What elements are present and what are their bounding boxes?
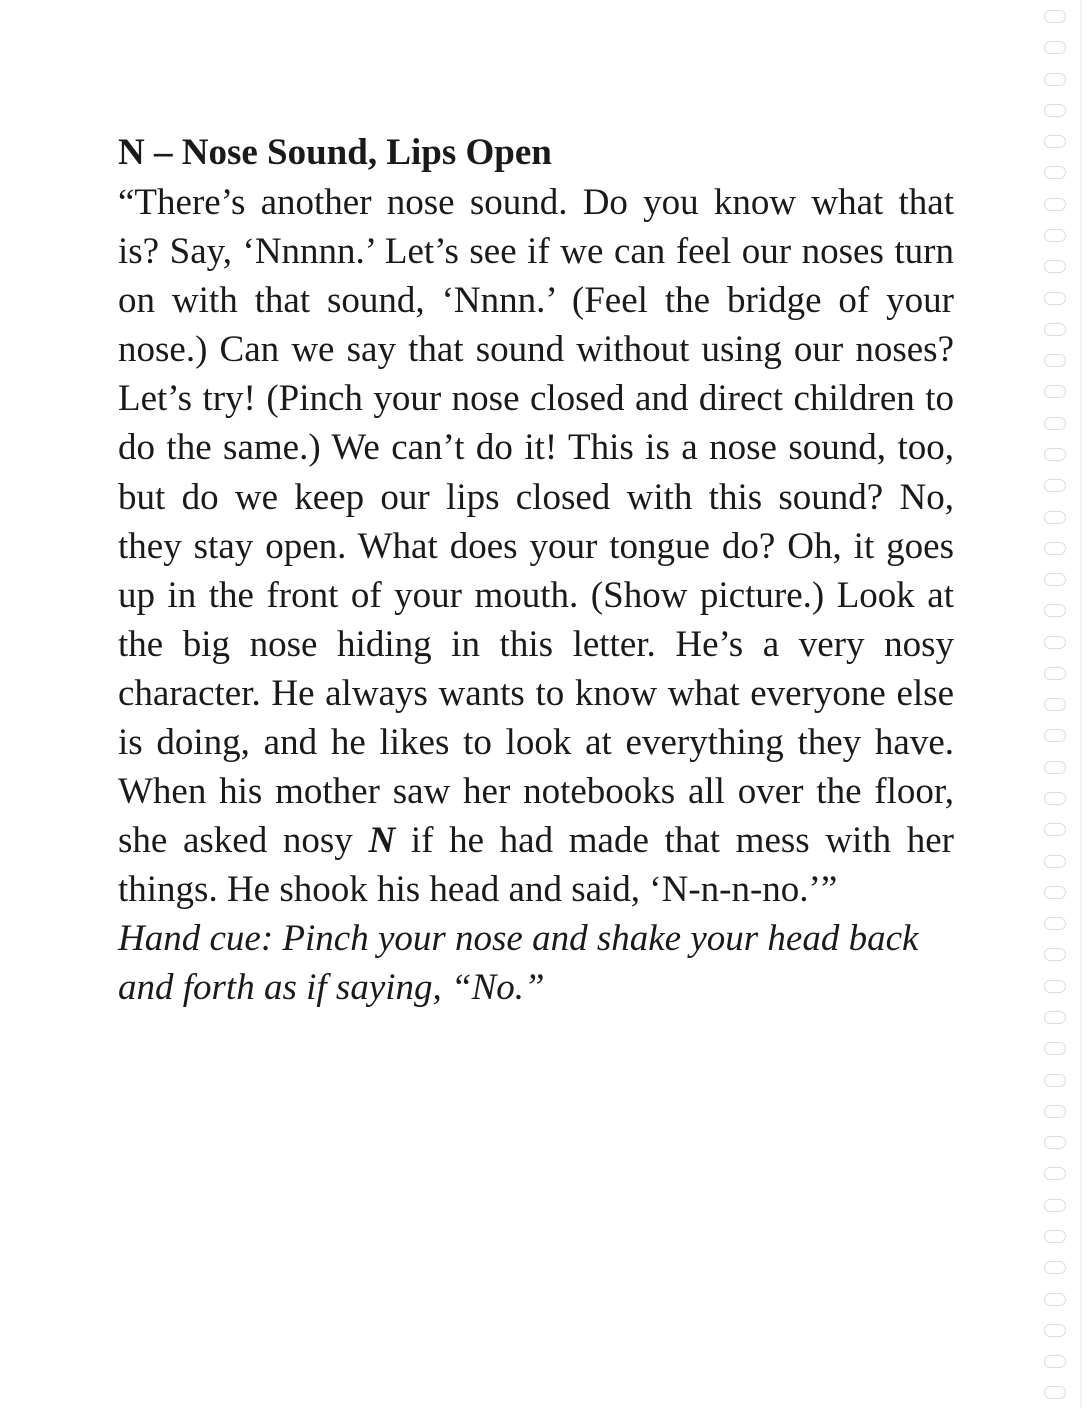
binding-hole [1044,1386,1066,1399]
binding-hole [1044,73,1066,86]
binding-hole [1044,292,1066,305]
binding-hole [1044,1324,1066,1337]
paragraph-text-end: if he had made that mess with her things. He shook his head and said, ‘N-n-n-no.’” [118,820,954,911]
binding-hole [1044,855,1066,868]
binding-hole [1044,1105,1066,1118]
document-content [118,128,954,1012]
binding-hole [1044,198,1066,211]
binding-hole [1044,166,1066,179]
body-paragraph [118,178,954,914]
binding-hole [1044,104,1066,117]
binding-hole [1044,1042,1066,1055]
paragraph-text-start: “There’s another nose sound. Do you know what that is? Say, ‘Nnnnn.’ Let’s see if we can feel our noses turn on with that sound, ‘Nnnn.’ (Feel the bridge of your nose.) Can we say that sound without using our noses? Let’s try! (Pinch your nose closed and direct children to do the same.) We can’t do it! This is a nose sound, too, but do we keep our lips closed with this sound? No, they stay open. What does your tongue do? Oh, it goes up in the front of your mouth. (Show picture.) Look at the big nose hiding in this letter. He’s a very nosy character. He always wants to know what everyone else is doing, and he likes to look at everything they have. When his mother saw her notebooks all over the floor, she asked nosy [118,182,954,862]
letter-emphasis: N [368,820,396,862]
binding-hole [1044,667,1066,680]
binding-hole [1044,1199,1066,1212]
binding-hole [1044,1355,1066,1368]
binding-hole [1044,323,1066,336]
section-heading: N – Nose Sound, Lips Open [118,132,552,173]
binding-hole [1044,10,1066,23]
binding-hole [1044,698,1066,711]
binding-hole [1044,479,1066,492]
page-edge-line [1080,0,1082,1408]
binding-hole [1044,385,1066,398]
binding-hole [1044,1136,1066,1149]
binding-hole [1044,1011,1066,1024]
binding-hole [1044,917,1066,930]
binding-hole [1044,1167,1066,1180]
binding-hole [1044,636,1066,649]
binding-hole [1044,1293,1066,1306]
binding-hole [1044,792,1066,805]
binding-hole [1044,135,1066,148]
hand-cue-text: Hand cue: Pinch your nose and shake your head back and forth as if saying, “No.” [118,918,919,1009]
binding-hole [1044,823,1066,836]
binding-hole [1044,604,1066,617]
spiral-binding-holes [1040,10,1070,1400]
binding-hole [1044,511,1066,524]
binding-hole [1044,761,1066,774]
binding-hole [1044,448,1066,461]
binding-hole [1044,354,1066,367]
binding-hole [1044,1261,1066,1274]
binding-hole [1044,542,1066,555]
binding-hole [1044,1074,1066,1087]
binding-hole [1044,573,1066,586]
binding-hole [1044,948,1066,961]
binding-hole [1044,886,1066,899]
binding-hole [1044,260,1066,273]
binding-hole [1044,417,1066,430]
binding-hole [1044,980,1066,993]
binding-hole [1044,229,1066,242]
binding-hole [1044,1230,1066,1243]
binding-hole [1044,41,1066,54]
binding-hole [1044,729,1066,742]
